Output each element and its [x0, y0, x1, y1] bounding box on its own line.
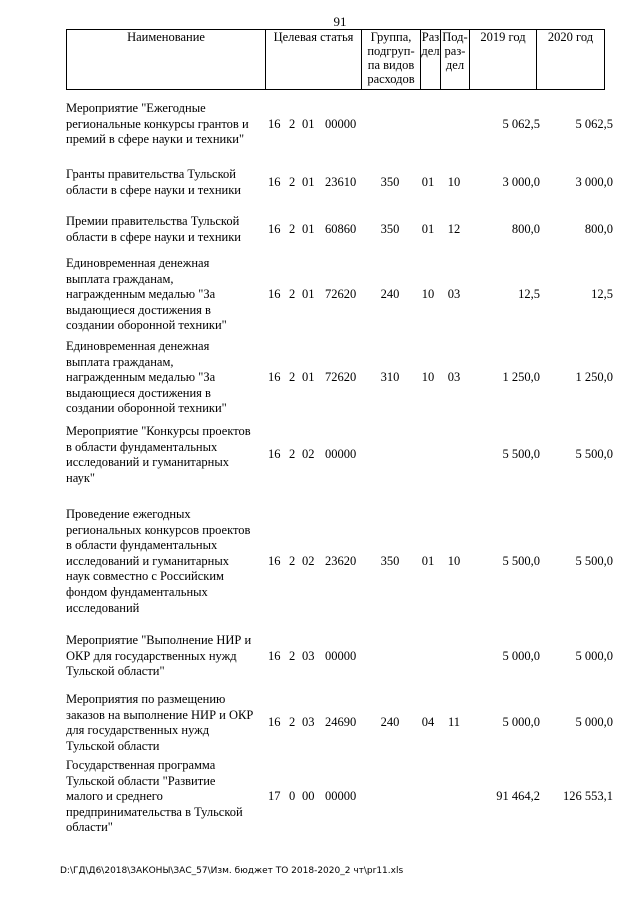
row-name-line: Мероприятие "Ежегодные [66, 101, 206, 115]
value-2020: 1 250,0 [575, 370, 613, 384]
group-cell: 350 [380, 222, 400, 236]
row-name [66, 167, 266, 198]
row-name-line: Мероприятия по размещению [66, 692, 226, 706]
row-name [66, 692, 266, 754]
row-name [66, 424, 266, 486]
row-name-line: выдающиеся достижения в [66, 302, 211, 317]
row-name-line: исследований [66, 600, 140, 615]
value-2020: 126 553,1 [563, 789, 613, 803]
cs-main: 02 [302, 554, 315, 568]
cs-main: 02 [302, 447, 315, 461]
cs-direction: 60860 [325, 222, 357, 236]
row-name-line: награжденным медалью "За [66, 287, 216, 302]
cs-program: 16 [268, 117, 281, 131]
row-name-line: ОКР для государственных нужд [66, 648, 237, 663]
section-cell: 01 [421, 222, 435, 236]
row-name-line: Единовременная денежная [66, 256, 210, 270]
row-name-line: Премии правительства Тульской [66, 214, 240, 228]
cs-subprogram: 2 [289, 554, 296, 568]
subsection-cell: 03 [447, 370, 461, 384]
cs-main: 01 [302, 287, 315, 301]
cs-main: 01 [302, 370, 315, 384]
cs-program: 16 [268, 287, 281, 301]
row-name [66, 256, 266, 334]
group-cell: 310 [380, 370, 400, 384]
row-name [66, 339, 266, 417]
row-name-line: создании оборонной техники" [66, 401, 227, 416]
subsection-cell: 03 [447, 287, 461, 301]
section-cell: 01 [421, 554, 435, 568]
value-2020: 5 000,0 [575, 649, 613, 663]
row-name-line: в области фундаментальных [66, 538, 218, 553]
cs-program: 16 [268, 649, 281, 663]
row-name-line: предпринимательства в Тульской [66, 804, 243, 819]
row-name-line: награжденным медалью "За [66, 370, 216, 385]
cs-main: 03 [302, 715, 315, 729]
row-name [66, 758, 266, 836]
section-cell: 04 [421, 715, 435, 729]
row-name-line: наук" [66, 470, 96, 485]
header-2020: 2020 год [537, 30, 605, 90]
subsection-cell: 10 [447, 554, 461, 568]
row-name-line: фондом фундаментальных [66, 584, 208, 599]
group-cell: 350 [380, 554, 400, 568]
group-cell: 240 [380, 715, 400, 729]
cs-subprogram: 2 [289, 649, 296, 663]
group-cell: 240 [380, 287, 400, 301]
value-2020: 12,5 [591, 287, 613, 301]
cs-main: 01 [302, 175, 315, 189]
row-name-line: региональных конкурсов проектов [66, 522, 251, 537]
cs-program: 16 [268, 370, 281, 384]
row-name-line: области в сфере науки и техники [66, 229, 241, 244]
value-2019: 5 500,0 [502, 447, 540, 461]
page-number: 91 [333, 14, 347, 29]
value-2020: 5 500,0 [575, 554, 613, 568]
value-2020: 3 000,0 [575, 175, 613, 189]
value-2020: 5 000,0 [575, 715, 613, 729]
value-2019: 5 000,0 [502, 649, 540, 663]
row-name-line: Тульской области" [66, 664, 165, 679]
cs-direction: 72620 [325, 370, 357, 384]
subsection-cell: 10 [447, 175, 461, 189]
cs-direction: 00000 [325, 789, 357, 803]
cs-direction: 23620 [325, 554, 357, 568]
cs-subprogram: 2 [289, 447, 296, 461]
cs-direction: 00000 [325, 649, 357, 663]
value-2020: 5 062,5 [575, 117, 613, 131]
subsection-cell: 11 [447, 715, 461, 729]
row-name [66, 101, 266, 148]
subsection-cell: 12 [447, 222, 461, 236]
cs-main: 01 [302, 117, 315, 131]
cs-direction: 23610 [325, 175, 357, 189]
header-section: Раз дел [421, 30, 441, 90]
value-2019: 800,0 [511, 222, 540, 236]
header-group: Группа, подгруп- па видов расходов [362, 30, 421, 90]
group-cell: 350 [380, 175, 400, 189]
cs-direction: 00000 [325, 447, 357, 461]
cs-subprogram: 2 [289, 370, 296, 384]
row-name-line: Проведение ежегодных [66, 507, 191, 521]
value-2019: 5 000,0 [502, 715, 540, 729]
header-subsection: Под- раз- дел [441, 30, 470, 90]
row-name-line: Гранты правительства Тульской [66, 167, 236, 181]
cs-subprogram: 2 [289, 117, 296, 131]
cs-subprogram: 2 [289, 222, 296, 236]
cs-direction: 00000 [325, 117, 357, 131]
cs-main: 00 [302, 789, 315, 803]
row-name-line: малого и среднего [66, 789, 163, 804]
row-name-line: региональные конкурсы грантов и [66, 116, 249, 131]
row-name-line: Мероприятие "Конкурсы проектов [66, 424, 251, 438]
row-name-line: заказов на выполнение НИР и ОКР [66, 707, 254, 722]
row-name-line: Государственная программа [66, 758, 216, 772]
cs-subprogram: 2 [289, 287, 296, 301]
header-name: Наименование [67, 30, 266, 90]
cs-program: 16 [268, 447, 281, 461]
table-header [66, 29, 605, 90]
cs-program: 16 [268, 175, 281, 189]
cs-program: 16 [268, 715, 281, 729]
row-name-line: создании оборонной техники" [66, 318, 227, 333]
section-cell: 10 [421, 287, 435, 301]
file-path-footer: D:\ГД\Д6\2018\ЗАКОНЫ\ЗАС_57\Изм. бюджет ТО 2018-2020_2 чт\pr11.xls [60, 866, 404, 876]
row-name-line: для государственных нужд [66, 723, 210, 738]
value-2019: 3 000,0 [502, 175, 540, 189]
row-name-line: области" [66, 820, 113, 835]
row-name-line: Мероприятие "Выполнение НИР и [66, 633, 252, 647]
cs-program: 17 [268, 789, 281, 803]
row-name-line: выдающиеся достижения в [66, 385, 211, 400]
row-name-line: области в сфере науки и техники [66, 182, 241, 197]
value-2020: 800,0 [584, 222, 613, 236]
cs-subprogram: 2 [289, 175, 296, 189]
value-2020: 5 500,0 [575, 447, 613, 461]
row-name-line: выплата гражданам, [66, 271, 174, 286]
cs-main: 01 [302, 222, 315, 236]
row-name-line: Тульской области "Развитие [66, 773, 216, 788]
row-name-line: Единовременная денежная [66, 339, 210, 353]
row-name [66, 633, 266, 680]
section-cell: 10 [421, 370, 435, 384]
row-name [66, 214, 266, 245]
value-2019: 91 464,2 [496, 789, 540, 803]
row-name-line: премий в сфере науки и техники" [66, 132, 245, 147]
cs-subprogram: 0 [289, 789, 296, 803]
value-2019: 1 250,0 [502, 370, 540, 384]
section-cell: 01 [421, 175, 435, 189]
header-2019: 2019 год [470, 30, 537, 90]
cs-direction: 72620 [325, 287, 357, 301]
row-name-line: наук совместно с Российским [66, 569, 224, 584]
cs-main: 03 [302, 649, 315, 663]
row-name-line: в области фундаментальных [66, 439, 218, 454]
row-name-line: Тульской области [66, 738, 160, 753]
row-name-line: выплата гражданам, [66, 354, 174, 369]
value-2019: 5 062,5 [502, 117, 540, 131]
cs-program: 16 [268, 554, 281, 568]
row-name [66, 507, 266, 616]
row-name-line: исследований и гуманитарных [66, 455, 230, 470]
cs-subprogram: 2 [289, 715, 296, 729]
row-name-line: исследований и гуманитарных [66, 553, 230, 568]
header-target: Целевая статья [266, 30, 362, 90]
value-2019: 5 500,0 [502, 554, 540, 568]
cs-program: 16 [268, 222, 281, 236]
cs-direction: 24690 [325, 715, 357, 729]
value-2019: 12,5 [518, 287, 540, 301]
